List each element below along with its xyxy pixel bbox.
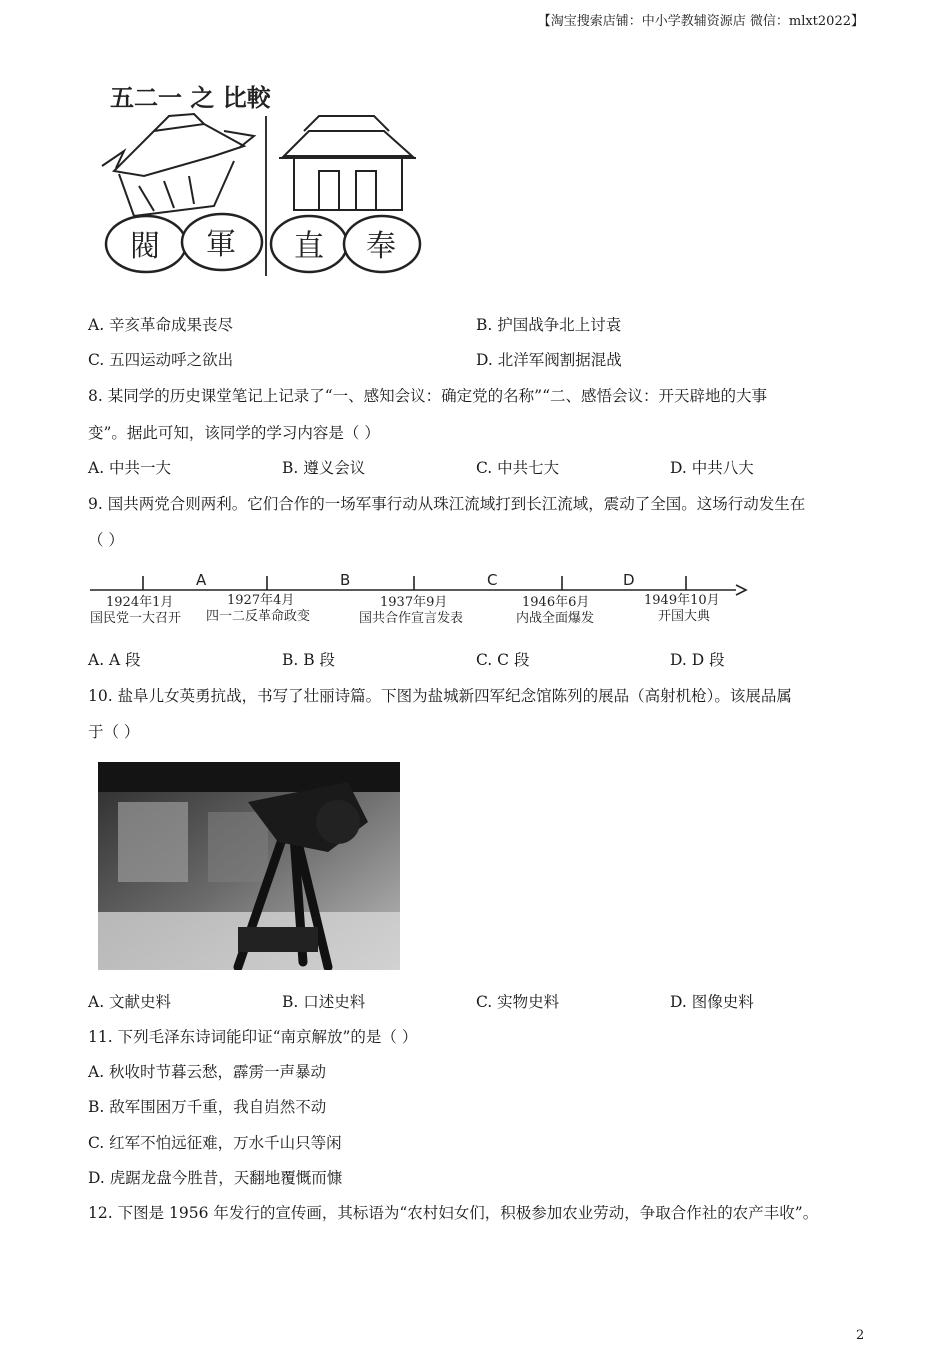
q11-option-c[interactable]: C. 红军不怕远征难，万水千山只等闲 [88, 1134, 342, 1152]
q8-option-d[interactable]: D. 中共八大 [670, 459, 754, 477]
segment-a-label: A [196, 571, 207, 589]
cartoon-drawing [94, 76, 422, 282]
segment-c-label: C [487, 571, 498, 589]
q10-stem-line2: 于（ ） [88, 723, 140, 741]
page-number: 2 [856, 1328, 865, 1343]
q9-stem-line2: （ ） [88, 531, 124, 549]
left-stone-label-2: 軍 [206, 227, 236, 262]
q7-option-d[interactable]: D. 北洋军阀割据混战 [476, 351, 622, 369]
q7-option-b[interactable]: B. 护国战争北上讨袁 [476, 316, 622, 334]
q8-option-a[interactable]: A. 中共一大 [88, 459, 172, 477]
q9-option-b[interactable]: B. B 段 [282, 651, 336, 669]
q9-timeline [86, 568, 756, 632]
q7-option-a[interactable]: A. 辛亥革命成果丧尽 [88, 316, 234, 334]
q8-option-c[interactable]: C. 中共七大 [476, 459, 560, 477]
point-5-event: 开国大典 [658, 609, 711, 624]
point-4-date: 1946年6月 [522, 595, 590, 610]
exhibit-photo [98, 762, 400, 970]
timeline-svg [86, 568, 756, 632]
q11-option-d[interactable]: D. 虎踞龙盘今胜昔，天翻地覆慨而慷 [88, 1169, 343, 1187]
point-4-event: 内战全面爆发 [516, 611, 595, 626]
q9-option-a[interactable]: A. A 段 [88, 651, 141, 669]
exhibit-photo-drawing [98, 762, 400, 970]
q10-option-a[interactable]: A. 文献史料 [88, 993, 172, 1011]
q7-option-c[interactable]: C. 五四运动呼之欲出 [88, 351, 234, 369]
q11-option-b[interactable]: B. 敌军围困万千重，我自岿然不动 [88, 1098, 327, 1116]
point-1-event: 国民党一大召开 [90, 611, 182, 626]
point-2-event: 四一二反革命政变 [206, 609, 311, 624]
q10-option-d[interactable]: D. 图像史料 [670, 993, 754, 1011]
point-3-date: 1937年9月 [380, 595, 448, 610]
cartoon-image [94, 76, 422, 282]
segment-b-label: B [340, 571, 351, 589]
q10-option-c[interactable]: C. 实物史料 [476, 993, 560, 1011]
right-stone-label-2: 奉 [366, 229, 396, 264]
cartoon-caption: 五二一 之 比較 [110, 83, 271, 112]
point-1-date: 1924年1月 [106, 595, 174, 610]
q12-stem: 12. 下图是 1956 年发行的宣传画，其标语为“农村妇女们，积极参加农业劳动，争取合作社的农产丰收”。 [88, 1204, 819, 1222]
left-stone-label-1: 閥 [130, 229, 160, 264]
q9-option-d[interactable]: D. D 段 [670, 651, 725, 669]
q8-stem-line1: 8. 某同学的历史课堂笔记上记录了“一、感知会议：确定党的名称”“二、感悟会议：开天辟地的大事 [88, 387, 767, 405]
segment-d-label: D [623, 571, 635, 589]
q11-option-a[interactable]: A. 秋收时节暮云愁，霹雳一声暴动 [88, 1063, 327, 1081]
page-header: 【淘宝搜索店铺：中小学教辅资源店 微信：mlxt2022】 [537, 14, 864, 29]
point-3-event: 国共合作宣言发表 [359, 611, 464, 626]
point-5-date: 1949年10月 [644, 593, 720, 608]
q8-option-b[interactable]: B. 遵义会议 [282, 459, 366, 477]
q9-stem-line1: 9. 国共两党合则两利。它们合作的一场军事行动从珠江流域打到长江流域，震动了全国。这场行动发生在 [88, 495, 806, 513]
q9-option-c[interactable]: C. C 段 [476, 651, 530, 669]
q10-option-b[interactable]: B. 口述史料 [282, 993, 366, 1011]
q10-stem-line1: 10. 盐阜儿女英勇抗战，书写了壮丽诗篇。下图为盐城新四军纪念馆陈列的展品（高射机枪）。该展品属 [88, 687, 792, 705]
q8-stem-line2: 变”。据此可知，该同学的学习内容是（ ） [88, 424, 380, 442]
point-2-date: 1927年4月 [227, 593, 295, 608]
q11-stem: 11. 下列毛泽东诗词能印证“南京解放”的是（ ） [88, 1028, 418, 1046]
right-stone-label-1: 直 [294, 229, 324, 264]
